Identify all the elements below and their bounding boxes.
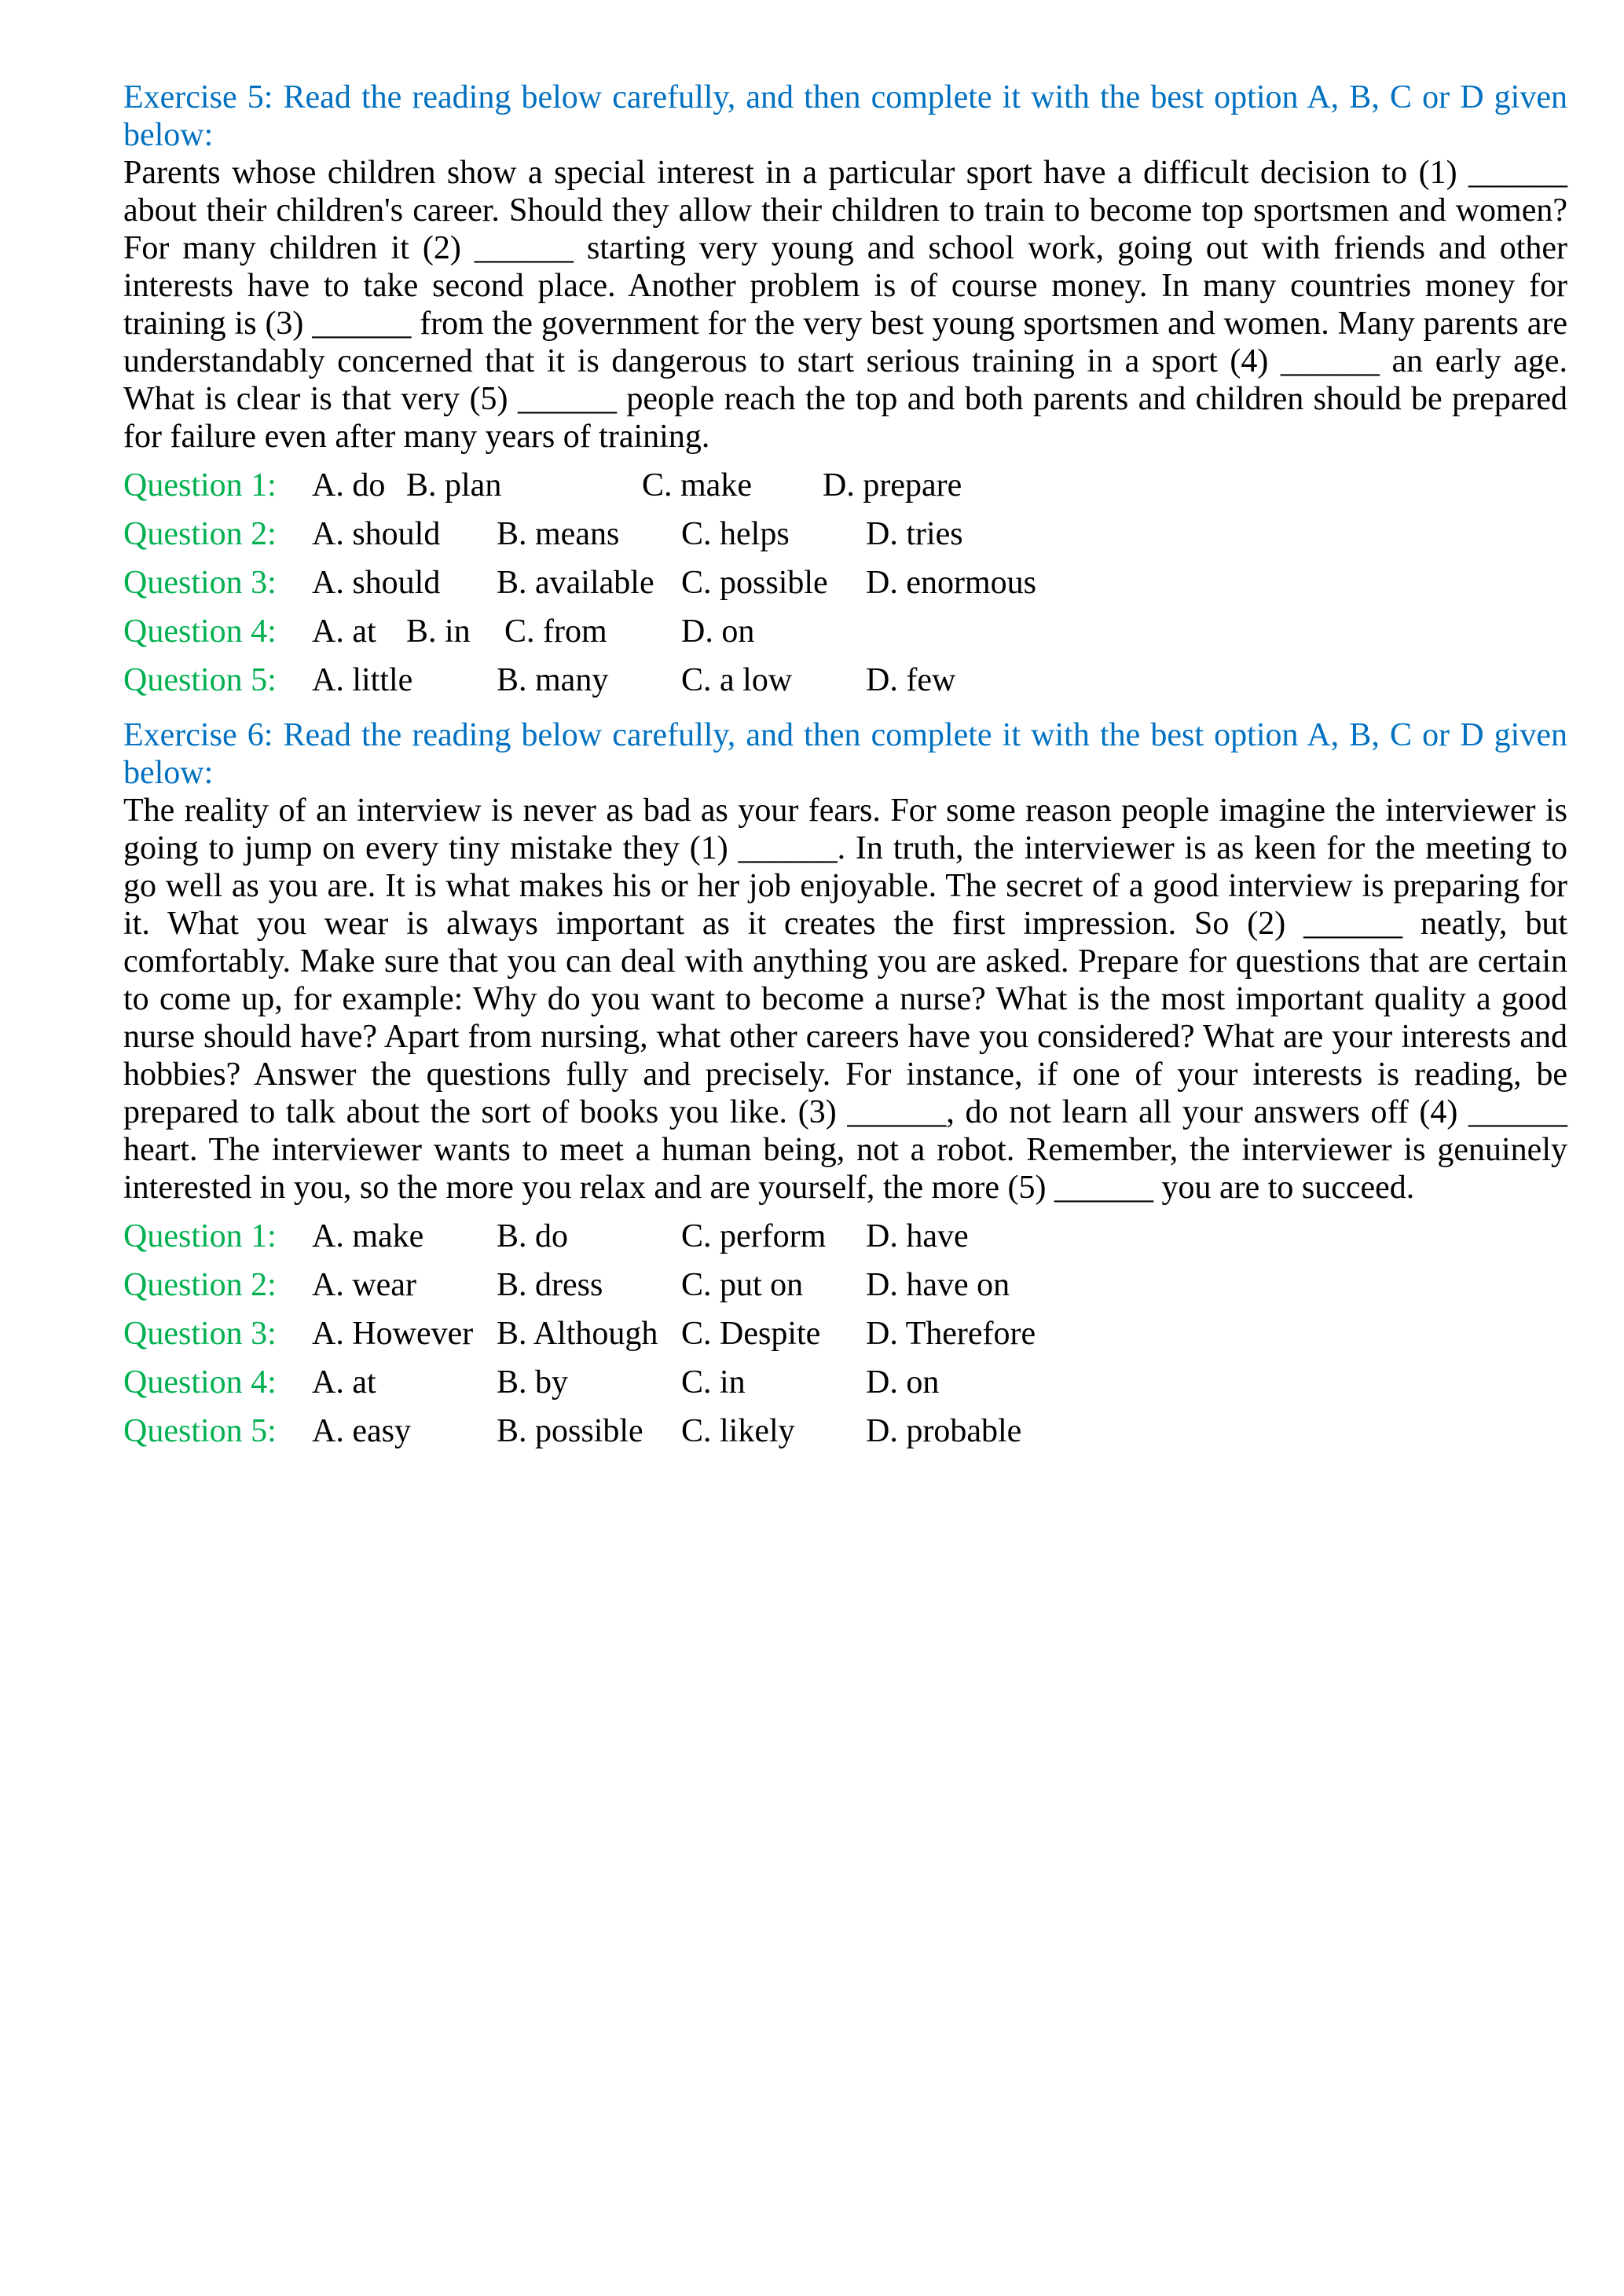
option-a: A. make	[312, 1218, 424, 1254]
question-label: Question 4:	[123, 613, 277, 650]
option-c: C. helps	[681, 516, 790, 552]
option-d: D. Therefore	[866, 1316, 1036, 1352]
option-c: C. put on	[681, 1267, 804, 1303]
exercise-6-passage: The reality of an interview is never as bad as your fears. For some reason people imagine the interviewer is going to jump on every tiny mistake they (1) ______. In truth, the interviewer is as keen for the meeting to go well as you are. It is what makes his or her job enjoyable. The secret of a good interview is preparing for it. What you wear is always important as it creates the first impression. So (2) ______ neatly, but comfortably. Make sure that you can deal with anything you are asked. Prepare for questions that are certain to come up, for example: Why do you want to become a nurse? What is the most important quality a good nurse should have? Apart from nursing, what other careers have you considered? What are your interests and hobbies? Answer the questions fully and precisely. For instance, if one of your interests is reading, be prepared to talk about the sort of books you like. (3) ______, do not learn all your answers off (4) ______ heart. The interviewer wants to meet a human being, not a robot. Remember, the interviewer is genuinely interested in you, so the more you relax and are yourself, the more (5) ______ you are to succeed.	[123, 793, 1567, 1206]
option-a: A. easy	[312, 1413, 411, 1449]
option-c: C. perform	[681, 1218, 827, 1254]
question-row	[123, 515, 1567, 553]
option-c: C. likely	[681, 1413, 795, 1449]
exercise-6-section	[123, 716, 1567, 1450]
option-a: A. little	[312, 662, 413, 698]
exercise-5-questions	[123, 467, 1567, 699]
option-a: A. do	[312, 467, 386, 504]
option-b: B. available	[497, 565, 654, 601]
option-d: D. prepare	[823, 467, 962, 504]
option-b: B. in	[406, 613, 471, 650]
question-row	[123, 467, 1567, 504]
question-row	[123, 613, 1567, 650]
option-b: B. dress	[497, 1267, 603, 1303]
question-row	[123, 1364, 1567, 1401]
question-label: Question 2:	[123, 1267, 277, 1303]
question-label: Question 5:	[123, 1413, 277, 1449]
page-content	[123, 79, 1567, 1450]
exercise-5-passage: Parents whose children show a special interest in a particular sport have a difficult decision to (1) ______ about their children's career. Should they allow their children to train to become top sportsmen and women? For many children it (2) ______ starting very young and school work, going out with friends and other interests have to take second place. Another problem is of course money. In many countries money for training is (3) ______ from the government for the very best young sportsmen and women. Many parents are understandably concerned that it is dangerous to start serious training in a sport (4) ______ an early age. What is clear is that very (5) ______ people reach the top and both parents and children should be prepared for failure even after many years of training.	[123, 155, 1567, 455]
question-row	[123, 1412, 1567, 1450]
option-d: D. have on	[866, 1267, 1010, 1303]
question-row	[123, 661, 1567, 699]
question-row	[123, 1315, 1567, 1353]
option-a: A. at	[312, 613, 376, 650]
question-label: Question 4:	[123, 1364, 277, 1401]
option-c: C. in	[681, 1364, 746, 1401]
option-b: B. plan	[406, 467, 502, 504]
option-b: B. by	[497, 1364, 569, 1401]
question-label: Question 1:	[123, 1218, 277, 1254]
question-label: Question 2:	[123, 516, 277, 552]
question-label: Question 5:	[123, 662, 277, 698]
question-label: Question 3:	[123, 1316, 277, 1352]
question-row	[123, 1218, 1567, 1255]
option-a: A. should	[312, 516, 441, 552]
option-d: D. probable	[866, 1413, 1022, 1449]
option-a: A. should	[312, 565, 441, 601]
option-d: D. enormous	[866, 565, 1036, 601]
question-label: Question 1:	[123, 467, 277, 504]
question-row	[123, 564, 1567, 602]
option-a: A. at	[312, 1364, 376, 1401]
option-d: D. have	[866, 1218, 969, 1254]
option-c: C. Despite	[681, 1316, 821, 1352]
option-c: C. a low	[681, 662, 793, 698]
option-d: D. few	[866, 662, 956, 698]
option-c: C. from	[504, 613, 607, 650]
exercise-5-heading: Exercise 5: Read the reading below carefully, and then complete it with the best option A, B, C or D given below:	[123, 79, 1567, 153]
option-d: D. on	[866, 1364, 940, 1401]
exercise-6-heading: Exercise 6: Read the reading below carefully, and then complete it with the best option A, B, C or D given below:	[123, 717, 1567, 791]
option-b: B. Although	[497, 1316, 658, 1352]
option-b: B. possible	[497, 1413, 643, 1449]
option-b: B. many	[497, 662, 609, 698]
option-d: D. on	[681, 613, 755, 650]
exercise-5-section	[123, 79, 1567, 699]
question-label: Question 3:	[123, 565, 277, 601]
option-a: A. wear	[312, 1267, 416, 1303]
exercise-6-questions	[123, 1218, 1567, 1450]
option-d: D. tries	[866, 516, 963, 552]
option-c: C. possible	[681, 565, 828, 601]
option-b: B. do	[497, 1218, 569, 1254]
option-b: B. means	[497, 516, 620, 552]
question-row	[123, 1266, 1567, 1304]
option-a: A. However	[312, 1316, 474, 1352]
option-c: C. make	[642, 467, 752, 504]
